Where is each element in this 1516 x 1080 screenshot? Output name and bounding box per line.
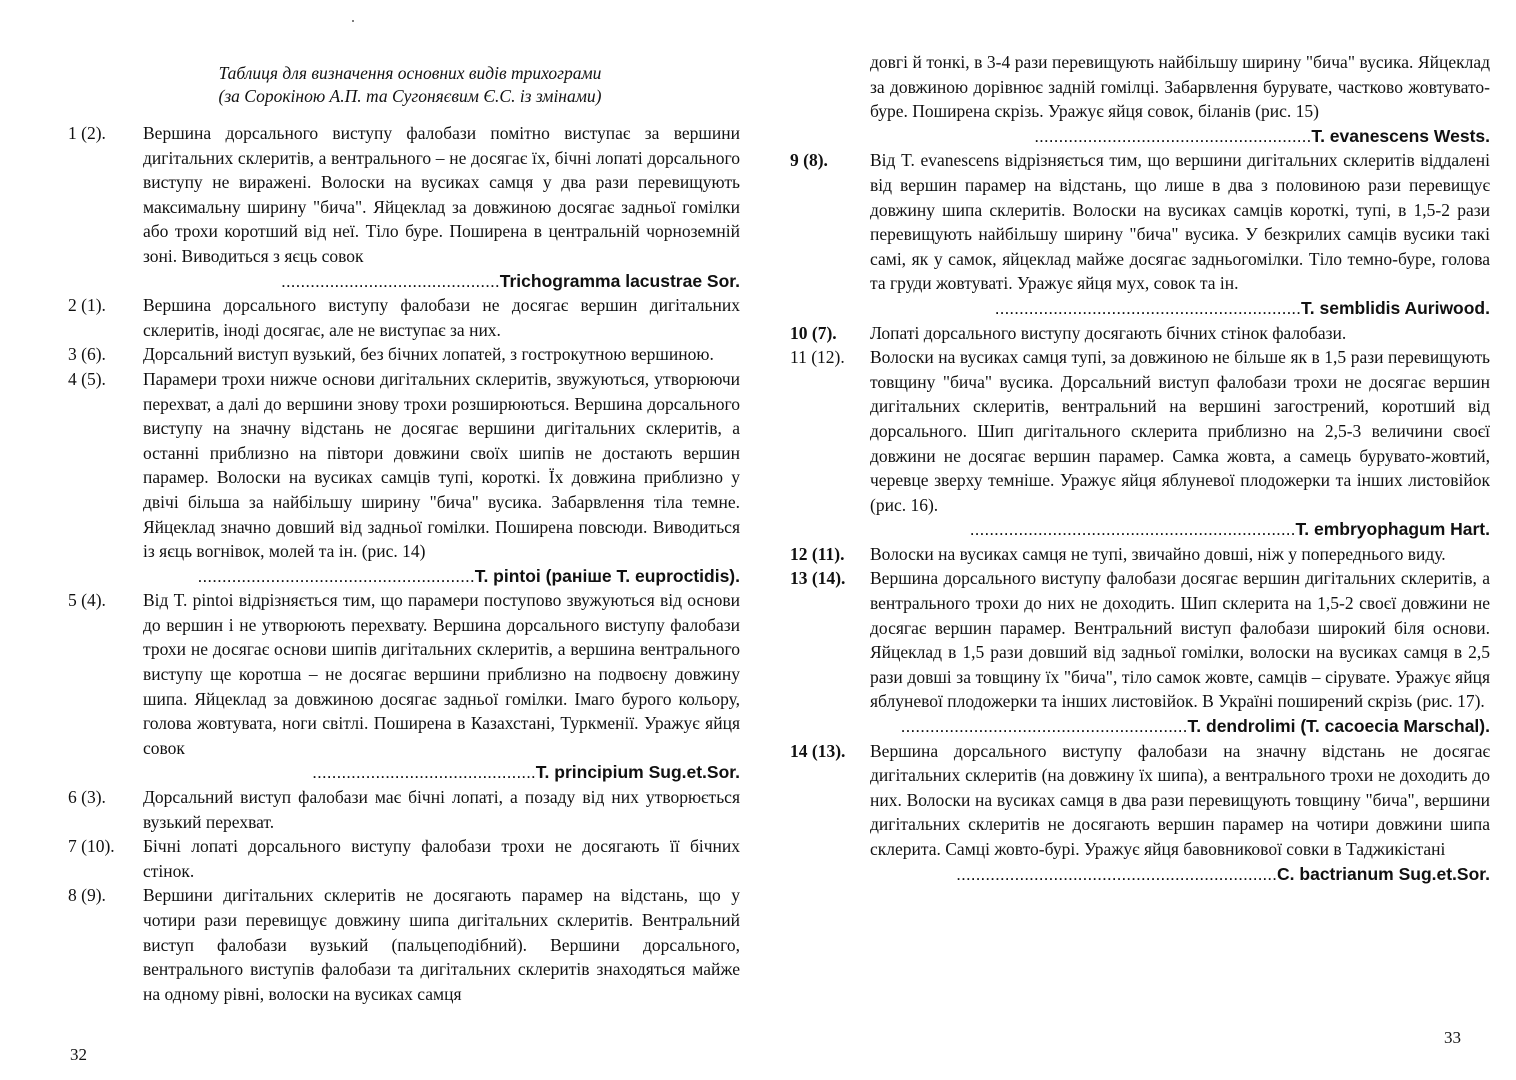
- species-name: ...........................................................T. dendrolimi (T. cacoecia Marschal).: [900, 716, 1490, 737]
- key-entry-8-continuation: [790, 50, 1490, 148]
- entry-text: Вершини дигітальних склеритів не досягають парамер на відстань, що у чотири рази перевищує довжину шипа дигітальних склеритів. Вентральний виступ фалобази вузький (пальцеподібний). Вершини дорсального, вентрального виступів фалобази та дигітальних склеритів знаходяться майже на одному рівні, волоски на вусиках самця: [143, 885, 740, 1004]
- key-entry-6: [68, 785, 740, 834]
- entry-number: 12 (11).: [790, 543, 845, 564]
- entry-text: Волоски на вусиках самця тупі, за довжиною не більше як в 1,5 рази перевищують товщину "бича" вусика. Дорсальний виступ фалобази трохи не досягає вершин дигітальних склеритів, вентральний на вершині загострений, коротший від дорсального. Шип дигітального склерита приблизно на 2,5-3 величини своєї довжини не досягає вершин парамер. Самка жовта, а самець бурувато-жовтий, черевце зверху темніше. Уражує яйця яблуневої плодожерки та інших листовійок (рис. 16).: [870, 347, 1490, 515]
- entry-number: 13 (14).: [790, 568, 846, 589]
- species-name: .............................................Trichogramma lacustrae Sor.: [280, 270, 740, 291]
- entry-number: 3 (6).: [68, 344, 106, 365]
- entry-text: довгі й тонкі, в 3-4 рази перевищують найбільшу ширину "бича" вусика. Яйцеклад за довжиною дорівнює задній гомілці. Забарвлення бурувате, частково жовтувато-буре. Поширена скрізь. Уражує яйця совок, біланів (рис. 15): [870, 52, 1490, 122]
- key-entry-4: [68, 367, 740, 588]
- species-name: ..............................................T. principium Sug.et.Sor.: [312, 762, 740, 783]
- key-entry-12: [790, 542, 1490, 567]
- species-name: .........................................................T. pintoi (раніше T. euproctidis).: [197, 565, 740, 586]
- entry-number: 1 (2).: [68, 123, 106, 143]
- entry-text: Парамери трохи нижче основи дигітальних склеритів, звужуються, утворюючи перехват, а далі до вершини знову трохи розширюються. Вершина дорсального виступу на значну відстань не досягає вершини дигітальних склеритів, а останні приблизно на півтори довжини своїх шипів не достають вершин парамер. Волоски на вусиках самців тупі, короткі. Їх довжина приблизно у двічі більша за найбільшу ширину "бича" вусика. Забарвлення тіла темне. Яйцеклад значно довший від задньої гомілки. Поширена повсюди. Виводиться із яєць вогнівок, молей та ін. (рис. 14): [143, 368, 740, 562]
- key-entry-11: [790, 345, 1490, 542]
- left-key-entries: [68, 121, 740, 1006]
- species-name: ...................................................................T. embryophagum Hart.: [969, 519, 1490, 540]
- entry-text: Дорсальний виступ фалобази має бічні лопаті, а позаду від них утворюється вузький перехват.: [143, 787, 740, 832]
- key-entry-9: [790, 148, 1490, 320]
- right-page: [758, 0, 1516, 1080]
- entry-number: 7 (10).: [68, 836, 115, 857]
- key-entry-2: [68, 293, 740, 342]
- title-line-2: (за Сорокіною А.П. та Сугоняєвим Є.С. із змінами): [218, 86, 602, 106]
- species-name: .........................................................T. evanescens Wests.: [1034, 125, 1490, 146]
- page-number: 32: [70, 1045, 87, 1064]
- entry-text: Вершина дорсального виступу фалобази на значну відстань не досягає дигітальних склеритів (на довжину їх шипа), а вентрального трохи не доходить до них. Волоски на вусиках самця в два рази перевищують товщину "бича", вершини дигітальних склеритів не досягають вершин парамер на чотири довжини шипа склерита. Самці жовто-бурі. Уражує яйця бавовникової совки в Таджикістані: [870, 740, 1490, 859]
- entry-number: 11 (12).: [790, 347, 845, 368]
- title-line-1: Таблиця для визначення основних видів трихограми: [218, 63, 602, 83]
- entry-number: 2 (1).: [68, 295, 106, 316]
- key-entry-5: [68, 588, 740, 785]
- entry-number: 10 (7).: [790, 322, 837, 343]
- entry-number: 9 (8).: [790, 150, 828, 171]
- scan-speck: [352, 20, 354, 22]
- entry-text: Від T. evanescens відрізняється тим, що вершини дигітальних склеритів віддалені від вершин парамер на відстань, що лише в два з половиною рази перевищує довжину шипа склеритів. Волоски на вусиках самців короткі, тупі, в 1,5-2 рази перевищують найбільшу ширину "бича" вусика. У безкрилих самців вусики такі самі, як у самок, яйцеклад майже досягає задньогомілки. Тіло темно-буре, голова та груди жовтуваті. Уражує яйця мух, совок та ін.: [870, 150, 1490, 294]
- entry-text: Лопаті дорсального виступу досягають бічних стінок фалобази.: [870, 322, 1347, 343]
- entry-number: 14 (13).: [790, 740, 846, 761]
- entry-text: Бічні лопаті дорсального виступу фалобази трохи не досягають її бічних стінок.: [143, 836, 740, 881]
- key-entry-3: [68, 342, 740, 367]
- key-entry-8: [68, 883, 740, 1006]
- species-name: ...............................................................T. semblidis Auriwood.: [994, 297, 1490, 318]
- entry-number: 5 (4).: [68, 590, 106, 611]
- entry-text: Волоски на вусиках самця не тупі, звичайно довші, ніж у попереднього виду.: [870, 543, 1446, 564]
- entry-number: 6 (3).: [68, 787, 106, 808]
- table-title: [150, 62, 670, 108]
- page-number: 33: [1444, 1028, 1461, 1047]
- entry-number: 4 (5).: [68, 368, 106, 389]
- entry-text: Вершина дорсального виступу фалобази помітно виступає за вершини дигітальних склеритів, а вентрального – не досягає їх, бічні лопаті дорсального виступу не виражені. Волоски на вусиках самця у два рази перевищують максимальну ширину "бича". Яйцеклад за довжиною досягає задньої гомілки або трохи коротший від неї. Тіло буре. Поширена в центральній чорноземній зоні. Виводиться з яєць совок: [143, 123, 740, 266]
- entry-text: Вершина дорсального виступу фалобази досягає вершин дигітальних склеритів, а вентрального трохи до них не доходить. Шип склерита на 1,5-2 своєї довжини не досягає вершин парамер. Вентральний виступ фалобази широкий біля основи. Яйцеклад в 1,5 рази довший від задньої гомілки, волоски на вусиках самця в 2,5 рази довші за товщину їх "бича", тіло самок жовте, самців – сірувате. Уражує яйця яблуневої плодожерки та інших листовійок. В Україні поширений скрізь (рис. 17).: [870, 568, 1490, 712]
- key-entry-7: [68, 834, 740, 883]
- species-name: ..................................................................C. bactrianum Sug.et.Sor.: [956, 863, 1490, 884]
- key-entry-10: [790, 321, 1490, 346]
- entry-text: Дорсальний виступ вузький, без бічних лопатей, з гострокутною вершиною.: [143, 344, 714, 365]
- key-entry-14: [790, 739, 1490, 887]
- entry-text: Від T. pintoi відрізняється тим, що парамери поступово звужуються від основи до вершин і не утворюють перехвату. Вершина дорсального виступу фалобази трохи не досягає основи шипів дигітальних склеритів, а вершина вентрального виступу ще коротша – не досягає вершини приблизно на подвоєну довжину шипа. Яйцеклад за довжиною досягає задньої гомілки. Імаго бурого кольору, голова жовтувата, ноги світлі. Поширена в Казахстані, Туркменії. Уражує яйця совок: [143, 590, 740, 758]
- entry-text: Вершина дорсального виступу фалобази не досягає вершин дигітальних склеритів, іноді досягає, але не виступає за них.: [143, 295, 740, 340]
- key-entry-1: [68, 121, 740, 293]
- right-key-entries: [790, 50, 1490, 886]
- entry-number: 8 (9).: [68, 885, 106, 906]
- key-entry-13: [790, 566, 1490, 738]
